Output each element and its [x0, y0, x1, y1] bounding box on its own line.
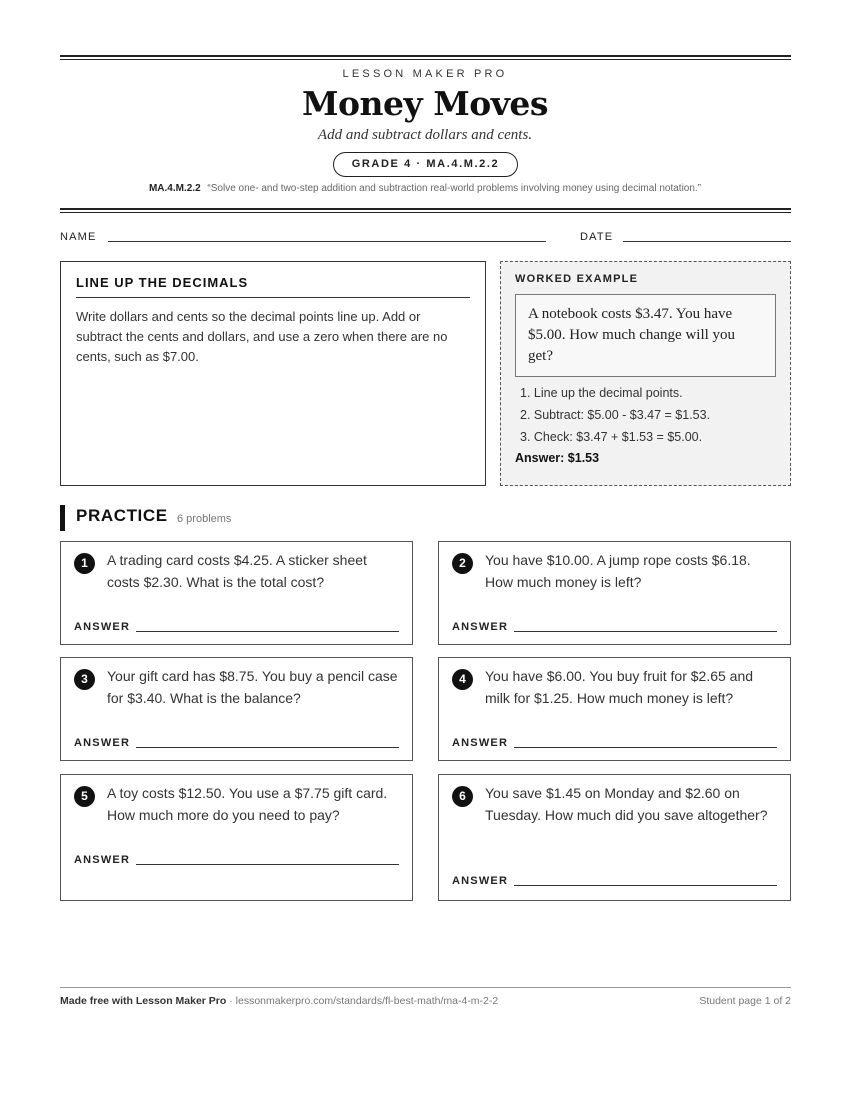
answer-label: ANSWER — [74, 621, 131, 633]
footer-rule — [60, 987, 791, 988]
practice-count: 6 problems — [177, 513, 232, 525]
answer-label: ANSWER — [74, 737, 131, 749]
problem-number: 1 — [74, 553, 95, 574]
footer-credit — [60, 995, 498, 1007]
answer-field[interactable] — [514, 747, 777, 748]
brand-name: LESSON MAKER PRO — [342, 68, 508, 80]
date-label: DATE — [580, 231, 614, 243]
practice-title: PRACTICE — [76, 506, 168, 525]
worked-example-box — [500, 261, 791, 486]
standard-line — [0, 183, 850, 194]
worked-example-step: 1. Line up the decimal points. — [520, 386, 683, 400]
name-field[interactable] — [108, 241, 546, 242]
practice-accent-bar — [60, 505, 65, 531]
header-top-rule — [60, 55, 791, 60]
problem-number: 5 — [74, 786, 95, 807]
problem-card-3 — [60, 657, 413, 761]
standard-text: “Solve one- and two-step addition and subtraction real-world problems involving money using decimal notation.” — [207, 183, 702, 194]
answer-field[interactable] — [136, 631, 399, 632]
answer-label: ANSWER — [452, 875, 509, 887]
footer-made-with: Made free with Lesson Maker Pro — [60, 995, 227, 1007]
answer-label: ANSWER — [452, 621, 509, 633]
standard-code: MA.4.M.2.2 — [148, 183, 201, 194]
problem-card-2 — [438, 541, 791, 645]
worked-example-problem: A notebook costs $3.47. You have $5.00. How much change will you get? — [515, 294, 776, 377]
problem-text: Your gift card has $8.75. You buy a pencil case for $3.40. What is the balance? — [107, 668, 398, 706]
worked-example-steps — [515, 382, 776, 448]
problem-number: 6 — [452, 786, 473, 807]
problem-text: You have $10.00. A jump rope costs $6.18. How much money is left? — [485, 552, 751, 590]
answer-field[interactable] — [514, 885, 777, 886]
grade-badge: GRADE 4 · MA.4.M.2.2 — [333, 152, 518, 177]
problem-card-5 — [60, 774, 413, 901]
problem-text: A toy costs $12.50. You use a $7.75 gift card. How much more do you need to pay? — [107, 785, 388, 823]
tip-title: LINE UP THE DECIMALS — [76, 275, 470, 298]
problem-text: You have $6.00. You buy fruit for $2.65 and milk for $1.25. How much money is left? — [485, 668, 754, 706]
page-title: Money Moves — [302, 84, 548, 123]
problem-card-4 — [438, 657, 791, 761]
answer-field[interactable] — [514, 631, 777, 632]
date-field[interactable] — [623, 241, 791, 242]
worked-example-step: 3. Check: $3.47 + $1.53 = $5.00. — [520, 430, 703, 444]
problem-text: You save $1.45 on Monday and $2.60 on Tuesday. How much did you save altogether? — [485, 785, 768, 823]
answer-field[interactable] — [136, 747, 399, 748]
problem-number: 2 — [452, 553, 473, 574]
page-subtitle: Add and subtract dollars and cents. — [317, 127, 533, 143]
worked-example-step: 2. Subtract: $5.00 - $3.47 = $1.53. — [520, 408, 711, 422]
worked-example-answer: Answer: $1.53 — [515, 451, 600, 465]
header-bottom-rule — [60, 208, 791, 213]
problem-card-6 — [438, 774, 791, 901]
tip-box — [60, 261, 486, 486]
worked-example-title: WORKED EXAMPLE — [515, 273, 639, 285]
answer-field[interactable] — [136, 864, 399, 865]
answer-label: ANSWER — [74, 854, 131, 866]
problem-number: 3 — [74, 669, 95, 690]
footer-url[interactable]: · lessonmakerpro.com/standards/fl-best-math/ma-4-m-2-2 — [226, 995, 499, 1007]
problem-text: A trading card costs $4.25. A sticker sheet costs $2.30. What is the total cost? — [107, 552, 367, 590]
answer-label: ANSWER — [452, 737, 509, 749]
problem-card-1 — [60, 541, 413, 645]
footer-page-number: Student page 1 of 2 — [699, 995, 791, 1007]
tip-body: Write dollars and cents so the decimal points line up. Add or subtract the cents and dollars, and use a zero when there are no cents, such as $7.00. — [76, 309, 448, 364]
name-label: NAME — [60, 231, 97, 243]
problem-number: 4 — [452, 669, 473, 690]
